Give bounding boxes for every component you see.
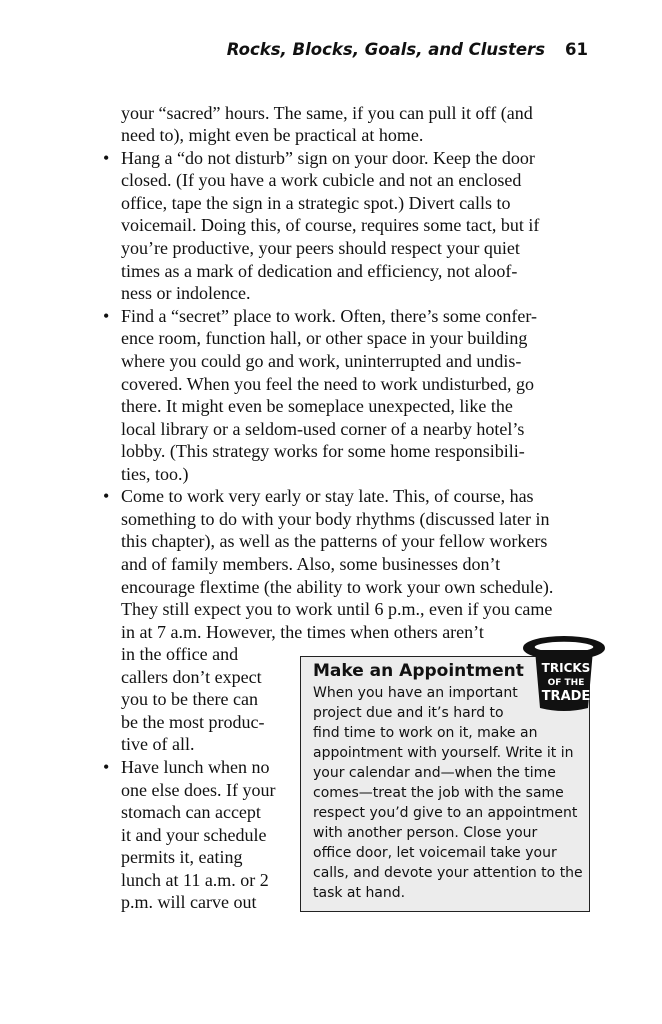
sidebar-title: Make an Appointment (313, 661, 524, 681)
body-line: you’re productive, your peers should respect your quiet (121, 238, 520, 258)
body-line: something to do with your body rhythms (discussed later in (121, 509, 550, 529)
body-line: Have lunch when no (121, 757, 270, 777)
sidebar-line: find time to work on it, make an (313, 725, 538, 741)
bullet-marker: • (103, 757, 110, 777)
body-line: be the most produc- (121, 712, 265, 732)
body-line: stomach can accept (121, 802, 261, 822)
body-line: callers don’t expect (121, 667, 262, 687)
body-line: this chapter), as well as the patterns of your fellow workers (121, 531, 548, 551)
body-line: in the office and (121, 644, 239, 664)
body-line: local library or a seldom-used corner of a nearby hotel’s (121, 419, 525, 439)
body-line: permits it, eating (121, 847, 243, 867)
sidebar-line: task at hand. (313, 885, 406, 901)
sidebar-line: respect you’d give to an appointment (313, 805, 578, 821)
body-line: ness or indolence. (121, 283, 251, 303)
body-line: your “sacred” hours. The same, if you can pull it off (and (121, 103, 533, 123)
chapter-title: Rocks, Blocks, Goals, and Clusters (226, 40, 546, 59)
body-line: in at 7 a.m. However, the times when others aren’t (121, 622, 484, 642)
body-line: Come to work very early or stay late. This, of course, has (121, 486, 534, 506)
body-line: closed. (If you have a work cubicle and not an enclosed (121, 170, 522, 190)
body-line: tive of all. (121, 734, 195, 754)
body-line: office, tape the sign in a strategic spot.) Divert calls to (121, 193, 511, 213)
body-line: lunch at 11 a.m. or 2 (121, 870, 269, 890)
bullet-marker: • (103, 486, 110, 506)
badge-text-of-the: OF THE (547, 678, 585, 688)
body-line: p.m. will carve out (121, 892, 257, 912)
badge-text-tricks: TRICKS (541, 661, 591, 675)
body-line: voicemail. Doing this, of course, requires some tact, but if (121, 215, 540, 235)
sidebar-line: with another person. Close your (313, 825, 538, 841)
body-line: ties, too.) (121, 464, 189, 484)
page-number: 61 (565, 40, 588, 59)
body-line: They still expect you to work until 6 p.m., even if you came (121, 599, 553, 619)
body-line: covered. When you feel the need to work undisturbed, go (121, 374, 535, 394)
body-line: there. It might even be someplace unexpected, like the (121, 396, 513, 416)
badge-text-trade: TRADE (541, 689, 591, 704)
sidebar-line: project due and it’s hard to (313, 705, 504, 721)
body-line: ence room, function hall, or other space in your building (121, 328, 528, 348)
body-line: it and your schedule (121, 825, 267, 845)
sidebar-line: your calendar and—when the time (313, 765, 556, 781)
sidebar-line: calls, and devote your attention to the (313, 865, 583, 881)
sidebar-line: appointment with yourself. Write it in (313, 745, 574, 761)
sidebar-line: comes—treat the job with the same (313, 785, 564, 801)
running-head (0, 40, 588, 59)
tricks-of-the-trade-top-hat-icon (520, 634, 606, 714)
bullet-marker: • (103, 148, 110, 168)
body-line: encourage flextime (the ability to work your own schedule). (121, 577, 554, 597)
body-line: need to), might even be practical at home. (121, 125, 424, 145)
body-line: and of family members. Also, some businesses don’t (121, 554, 501, 574)
sidebar-line: office door, let voicemail take your (313, 845, 557, 861)
body-line: where you could go and work, uninterrupted and undis- (121, 351, 522, 371)
body-line: lobby. (This strategy works for some home responsibili- (121, 441, 525, 461)
sidebar-line: When you have an important (313, 685, 518, 701)
body-line: Hang a “do not disturb” sign on your door. Keep the door (121, 148, 535, 168)
body-line: times as a mark of dedication and efficiency, not aloof- (121, 261, 518, 281)
body-line: Find a “secret” place to work. Often, there’s some confer- (121, 306, 537, 326)
body-line: you to be there can (121, 689, 258, 709)
body-line: one else does. If your (121, 780, 276, 800)
bullet-marker: • (103, 306, 110, 326)
